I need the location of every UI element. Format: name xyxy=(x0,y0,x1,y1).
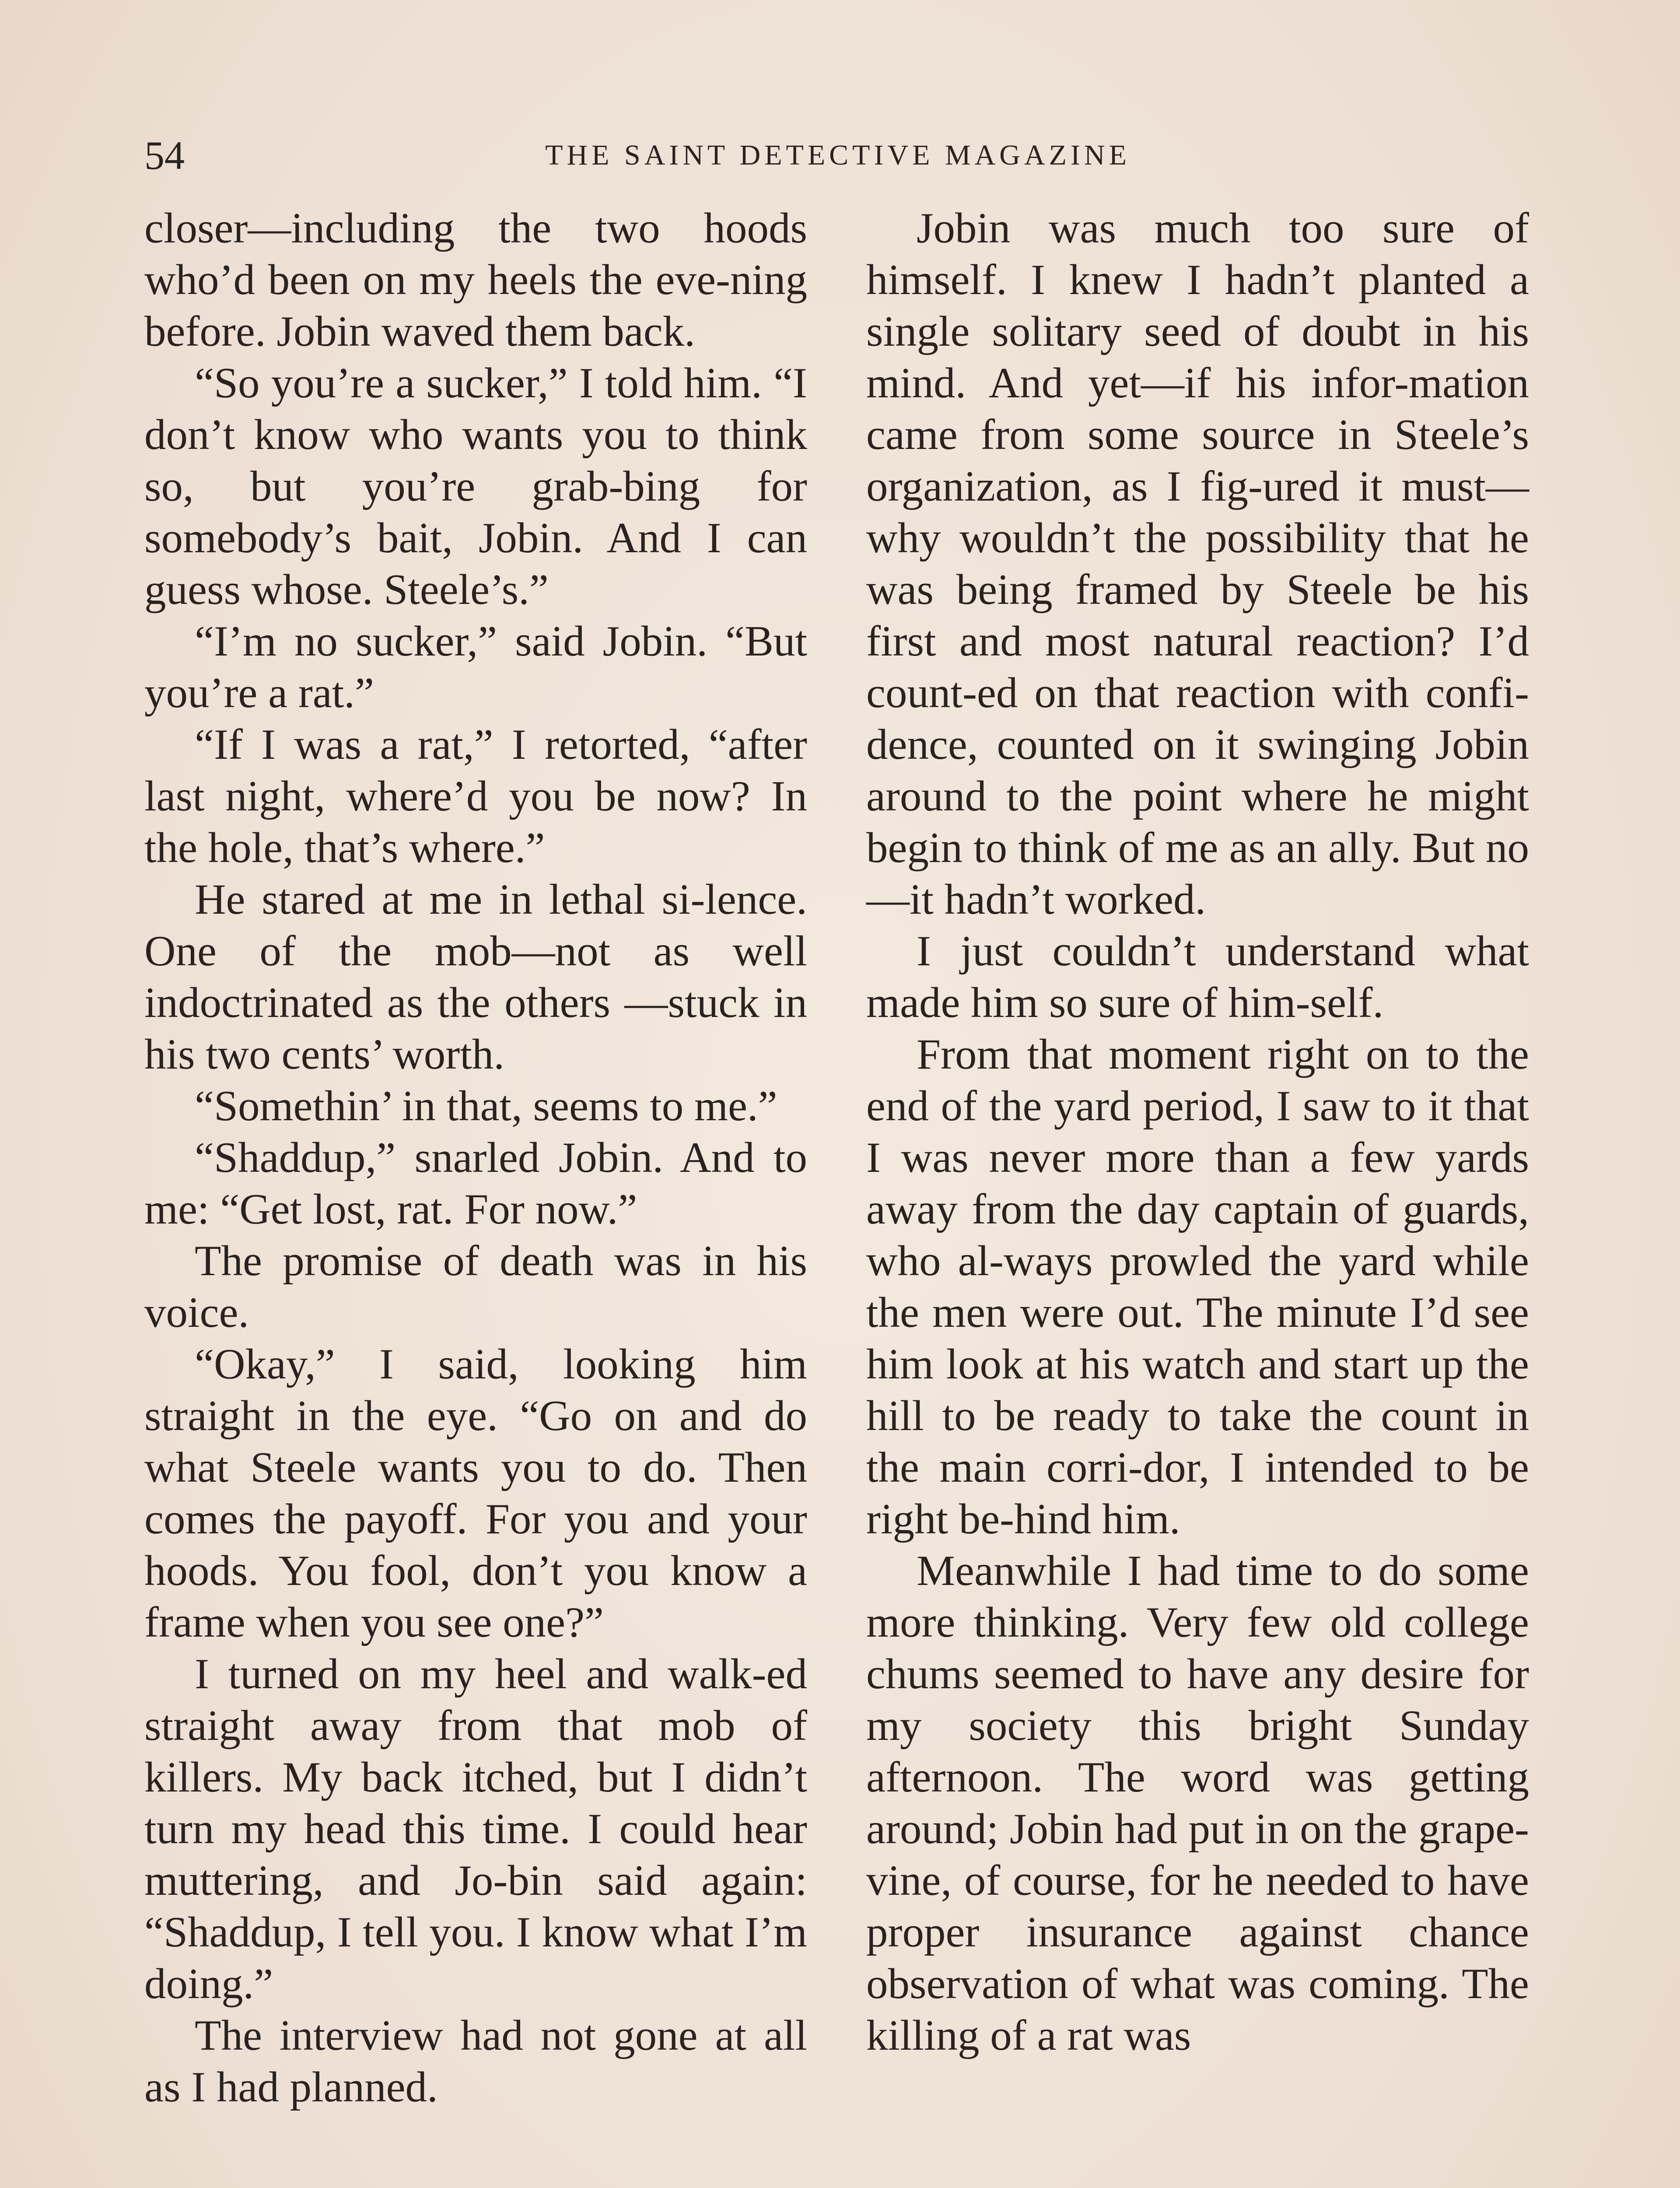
paragraph: He stared at me in lethal si-lence. One of the mob—not as well indoctrinated as the others —stuck in his two cents’ worth. xyxy=(144,876,807,1078)
paragraph: The promise of death was in his voice. xyxy=(144,1237,807,1336)
paragraph: closer—including the two hoods who’d been on my heels the eve-ning before. Jobin waved them back. xyxy=(144,204,807,355)
paragraph: The interview had not gone at all as I had planned. xyxy=(144,2012,807,2111)
paragraph: Meanwhile I had time to do some more thinking. Very few old college chums seemed to have any desire for my society this bright Sunday afternoon. The word was getting around; Jobin had put in on the grape-vine, of course, for he needed to have proper insurance against chance observation of what was coming. The killing of a rat was xyxy=(866,1547,1529,2059)
paragraph: “If I was a rat,” I retorted, “after last night, where’d you be now? In the hole, that’s where.” xyxy=(144,721,807,872)
paragraph: I just couldn’t understand what made him so sure of him-self. xyxy=(866,927,1529,1027)
right-text-column xyxy=(866,203,1529,2062)
paragraph: “So you’re a sucker,” I told him. “I don’t know who wants you to think so, but you’re grab-bing for somebody’s bait, Jobin. And I can guess whose. Steele’s.” xyxy=(144,359,807,614)
left-text-column xyxy=(144,203,807,2113)
paragraph: Jobin was much too sure of himself. I knew I hadn’t planted a single solitary seed of doubt in his mind. And yet—if his infor-mation came from some source in Steele’s organization, as I fig-ured it must—why wouldn’t the possibility that he was being framed by Steele be his first and most natural reaction? I’d count-ed on that reaction with confi-dence, counted on it swinging Jobin around to the point where he might begin to think of me as an ally. But no—it hadn’t worked. xyxy=(866,204,1529,923)
paragraph: “Somethin’ in that, seems to me.” xyxy=(195,1082,777,1130)
paragraph: “Okay,” I said, looking him straight in the eye. “Go on and do what Steele wants you to do. Then comes the payoff. For you and your hoods. You fool, don’t you know a frame when you see one?” xyxy=(144,1340,807,1646)
paragraph: From that moment right on to the end of the yard period, I saw to it that I was never more than a few yards away from the day captain of guards, who al-ways prowled the yard while the men were out. The minute I’d see him look at his watch and start up the hill to be ready to take the count in the main corri-dor, I intended to be right be-hind him. xyxy=(866,1031,1529,1543)
page-number: 54 xyxy=(144,133,185,178)
magazine-title: THE SAINT DETECTIVE MAGAZINE xyxy=(545,139,1130,171)
paragraph: “Shaddup,” snarled Jobin. And to me: “Get lost, rat. For now.” xyxy=(144,1134,807,1233)
paragraph: “I’m no sucker,” said Jobin. “But you’re a rat.” xyxy=(144,617,807,717)
paragraph: I turned on my heel and walk-ed straight away from that mob of killers. My back itched, but I didn’t turn my head this time. I could hear muttering, and Jo-bin said again: “Shaddup, I tell you. I know what I’m doing.” xyxy=(144,1650,807,2008)
running-head xyxy=(144,131,1531,179)
